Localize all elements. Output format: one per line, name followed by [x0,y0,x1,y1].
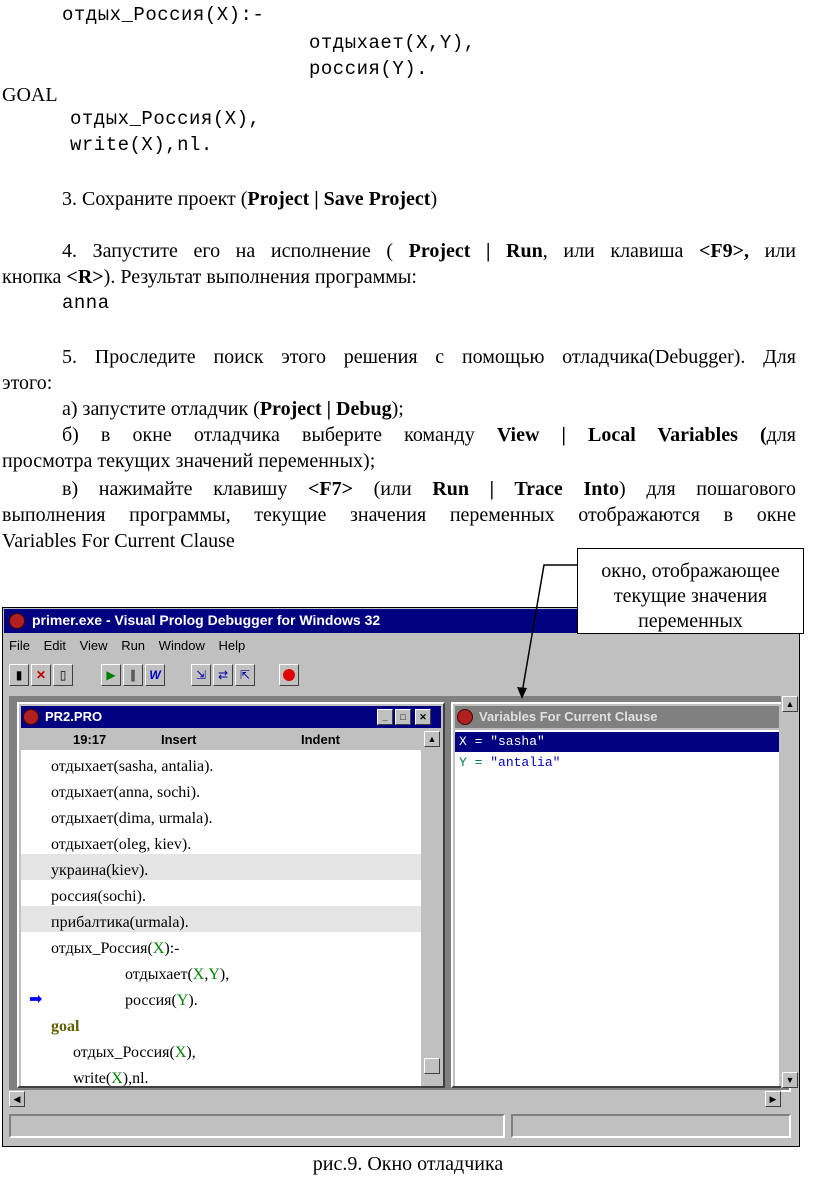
program-output: anna [62,292,110,314]
close-icon[interactable]: ✕ [31,664,51,686]
current-line-arrow-icon: ➡ [29,991,43,1008]
code-line: отдыхает(anna, sochi). [51,784,201,801]
pause-icon[interactable]: ∥ [123,664,143,686]
code-line: россия(Y). [125,992,198,1009]
code-line: write(X),nl. [70,134,213,156]
figure-caption: рис.9. Окно отладчика [312,1153,504,1175]
code-line: прибалтика(urmala). [51,914,189,931]
scroll-up-icon[interactable]: ▲ [424,731,440,747]
status-time: 19:17 [73,732,107,747]
step-4-line1: 4. Запустите его на исполнение ( Project | Run, или клавиша <F9>, или [62,240,796,262]
step-5b-line1: б) в окне отладчика выберите команду View | Local Variables (для [62,424,796,446]
variables-title: Variables For Current Clause [479,709,658,724]
step-into-icon[interactable]: ⇲ [191,664,211,686]
scroll-down-icon[interactable]: ▼ [782,1072,798,1088]
code-line: отдых_Россия(X), [70,108,261,130]
code-line: отдых_Россия(X):- [62,4,265,26]
new-file-icon[interactable]: ▯ [53,664,73,686]
window-title: primer.exe - Visual Prolog Debugger for Windows 32 [32,612,381,628]
menu-file[interactable]: File [9,638,30,653]
menu-run[interactable]: Run [121,638,146,653]
scroll-left-icon[interactable]: ◀ [9,1091,25,1107]
step-over-icon[interactable]: ⇄ [213,664,233,686]
minimize-icon[interactable]: _ [377,709,393,725]
code-line: отдых_Россия(X):- [51,940,180,957]
code-line: отдыхает(X,Y), [309,32,476,54]
code-line: украина(kiev). [51,862,149,879]
code-line: отдыхает(oleg, kiev). [51,836,192,853]
status-indent: Indent [301,732,340,747]
menu-help[interactable]: Help [218,638,246,653]
step-5-line2: этого: [2,372,53,394]
status-mode: Insert [161,732,197,747]
watch-icon[interactable]: W [145,664,165,686]
code-line: россия(sochi). [51,888,146,905]
step-5a: а) запустите отладчик (Project | Debug); [62,398,404,420]
step-5-line1: 5. Проследите поиск этого решения с помощью отладчика(Debugger). Для [62,346,796,368]
code-line: отдыхает(dima, urmala). [51,810,213,827]
code-line: отдыхает(X,Y), [125,966,230,983]
step-3: 3. Сохраните проект (Project | Save Project) [62,188,438,210]
close-icon[interactable]: ✕ [415,709,431,725]
step-5c-line2: выполнения программы, текущие значения переменных отображаются в окне [2,504,796,526]
toolbar-debug-icon[interactable]: ▮ [9,664,29,686]
step-5c-line1: в) нажимайте клавишу <F7> (или Run | Trace Into) для пошагового [62,478,797,500]
run-icon[interactable]: ▶ [101,664,121,686]
menu-window[interactable]: Window [158,638,205,653]
code-line: россия(Y). [309,58,429,80]
step-5c-line3: Variables For Current Clause [2,530,235,552]
maximize-icon[interactable]: □ [395,709,411,725]
code-line: отдыхает(sasha, antalia). [51,758,214,775]
goal-keyword: goal [51,1018,80,1035]
goal-keyword: GOAL [2,84,58,106]
menu-view[interactable]: View [79,638,108,653]
menu-edit[interactable]: Edit [43,638,66,653]
editor-title: PR2.PRO [45,709,103,724]
step-out-icon[interactable]: ⇱ [235,664,255,686]
step-5b-line2: просмотра текущих значений переменных); [2,450,376,472]
scroll-right-icon[interactable]: ▶ [765,1091,781,1107]
step-4-line2: кнопка <R>). Результат выполнения программы: [2,266,417,288]
variable-row[interactable]: Y = "antalia" [459,755,561,770]
variable-row-selected[interactable]: X = "sasha" [455,732,779,752]
code-line: write(X),nl. [73,1070,149,1086]
code-line: отдых_Россия(X), [73,1044,196,1061]
scroll-up-icon[interactable]: ▲ [782,696,798,712]
callout-box: окно, отображающее текущие значения переменных [577,548,804,634]
